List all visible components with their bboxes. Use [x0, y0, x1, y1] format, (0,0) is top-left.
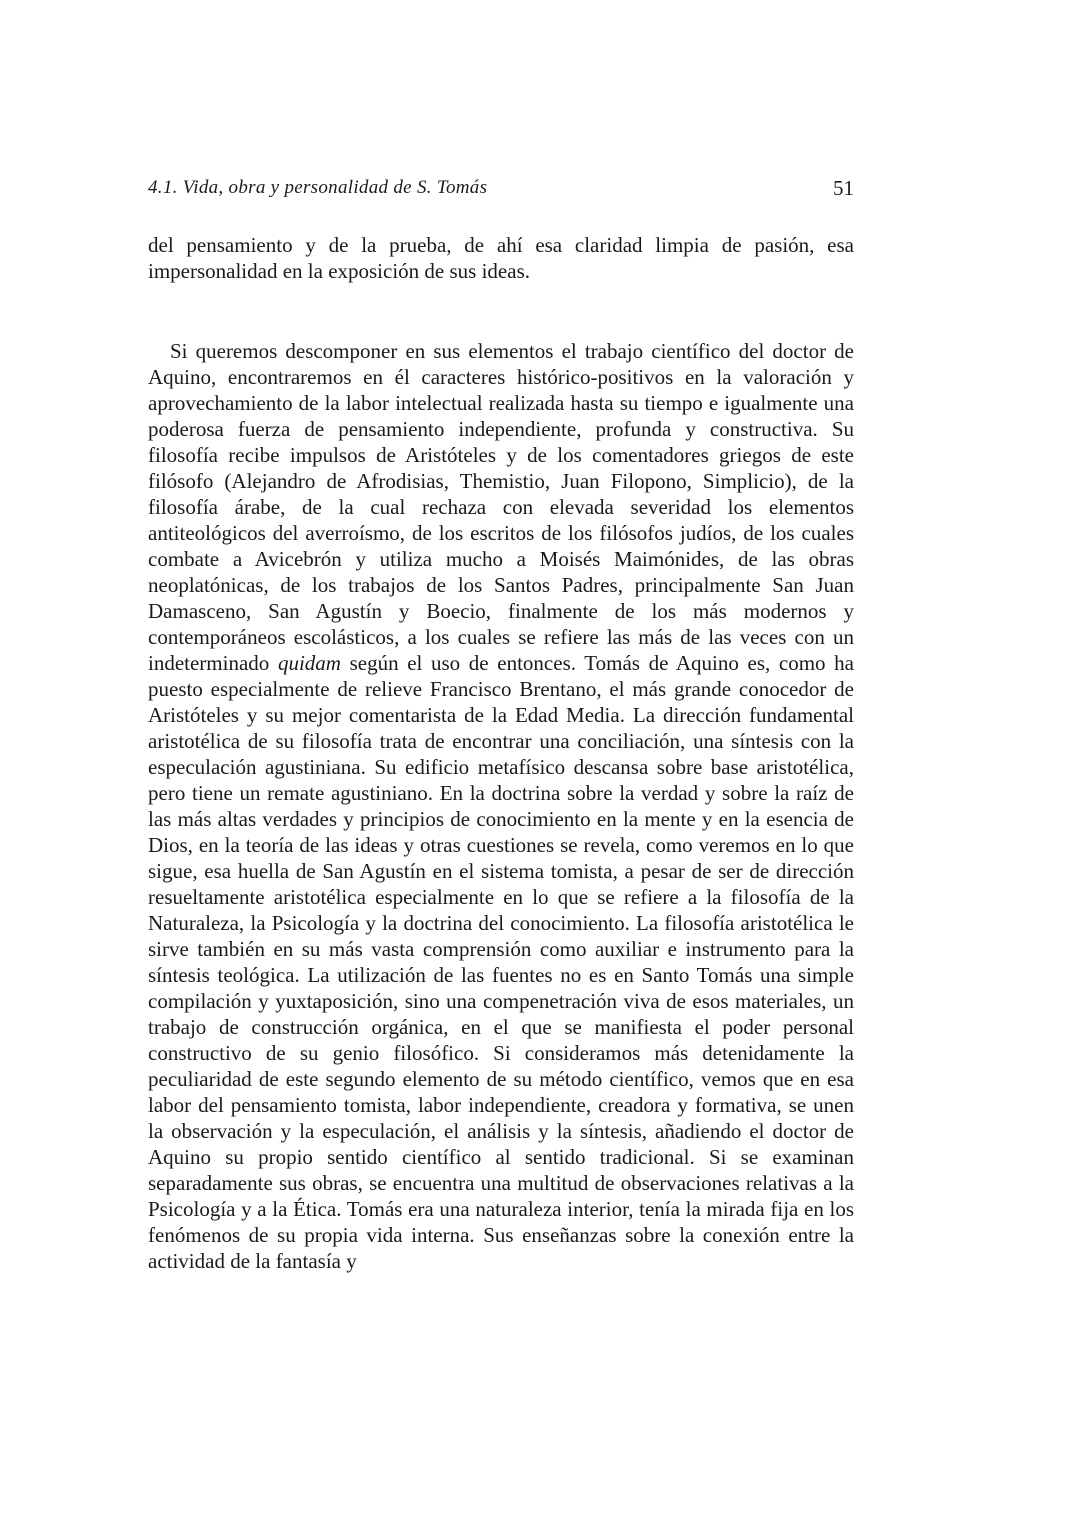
- paragraph-continuation: [148, 232, 854, 284]
- running-title: 4.1. Vida, obra y personalidad de S. Tomás: [148, 177, 488, 198]
- paragraph-text: del pensamiento y de la prueba, de ahí esa claridad limpia de pasión, esa impersonalidad en la exposición de sus ideas.: [148, 233, 854, 283]
- document-page: [148, 0, 854, 1528]
- running-header: [148, 174, 854, 202]
- paragraph-text-after-italic: según el uso de entonces. Tomás de Aquino es, como ha puesto especialmente de relieve Francisco Brentano, el más grande conocedor de Aristóteles y su mejor comentarista de la Edad Media. La dirección fundamental aristotélica de su filosofía trata de encontrar una conciliación, una síntesis con la especulación agustiniana. Su edificio metafísico descansa sobre base aristotélica, pero tiene un remate agustiniano. En la doctrina sobre la verdad y sobre la raíz de las más altas verdades y principios de conocimiento en la mente y en la esencia de Dios, en la teoría de las ideas y otras cuestiones se revela, como veremos en lo que sigue, esa huella de San Agustín en el sistema tomista, a pesar de ser de dirección resueltamente aristotélica especialmente en lo que se refiere a la filosofía de la Naturaleza, la Psicología y la doctrina del conocimiento. La filosofía aristotélica le sirve también en su más vasta comprensión como auxiliar e instrumento para la síntesis teológica. La utilización de las fuentes no es en Santo Tomás una simple compilación y yuxtaposición, sino una compenetración viva de esos materiales, un trabajo de construcción orgánica, en el que se manifiesta el poder personal constructivo de su genio filosófico. Si consideramos más detenidamente la peculiaridad de este segundo elemento de su método científico, vemos que en esa labor del pensamiento tomista, labor independiente, creadora y formativa, se unen la observación y la especulación, el análisis y la síntesis, añadiendo el doctor de Aquino su propio sentido científico al sentido tradicional. Si se examinan separadamente sus obras, se encuentra una multitud de observaciones relativas a la Psicología y a la Ética. Tomás era una naturaleza interior, tenía la mirada fija en los fenómenos de su propia vida interna. Sus enseñanzas sobre la conexión entre la actividad de la fantasía y: [148, 651, 854, 1273]
- italic-term: quidam: [277, 651, 341, 675]
- paragraph-main: [148, 338, 854, 1274]
- paragraph-text-before-italic: Si queremos descomponer en sus elementos el trabajo científico del doctor de Aquino, encontraremos en él caracteres histórico-positivos en la valoración y aprovechamiento de la labor intelectual realizada hasta su tiempo e igualmente una poderosa fuerza de pensamiento independiente, profunda y constructiva. Su filosofía recibe impulsos de Aristóteles y de los comentadores griegos de este filósofo (Alejandro de Afrodisias, Themistio, Juan Filopono, Simplicio), de la filosofía árabe, de la cual rechaza con elevada severidad los elementos antiteológicos del averroísmo, de los escritos de los filósofos judíos, de los cuales combate a Avicebrón y utiliza mucho a Moisés Maimónides, de las obras neoplatónicas, de los trabajos de los Santos Padres, principalmente San Juan Damasceno, San Agustín y Boecio, finalmente de los más modernos y contemporáneos escolásticos, a los cuales se refiere las más de las veces con un indeterminado: [148, 339, 854, 675]
- page-number: 51: [833, 176, 854, 200]
